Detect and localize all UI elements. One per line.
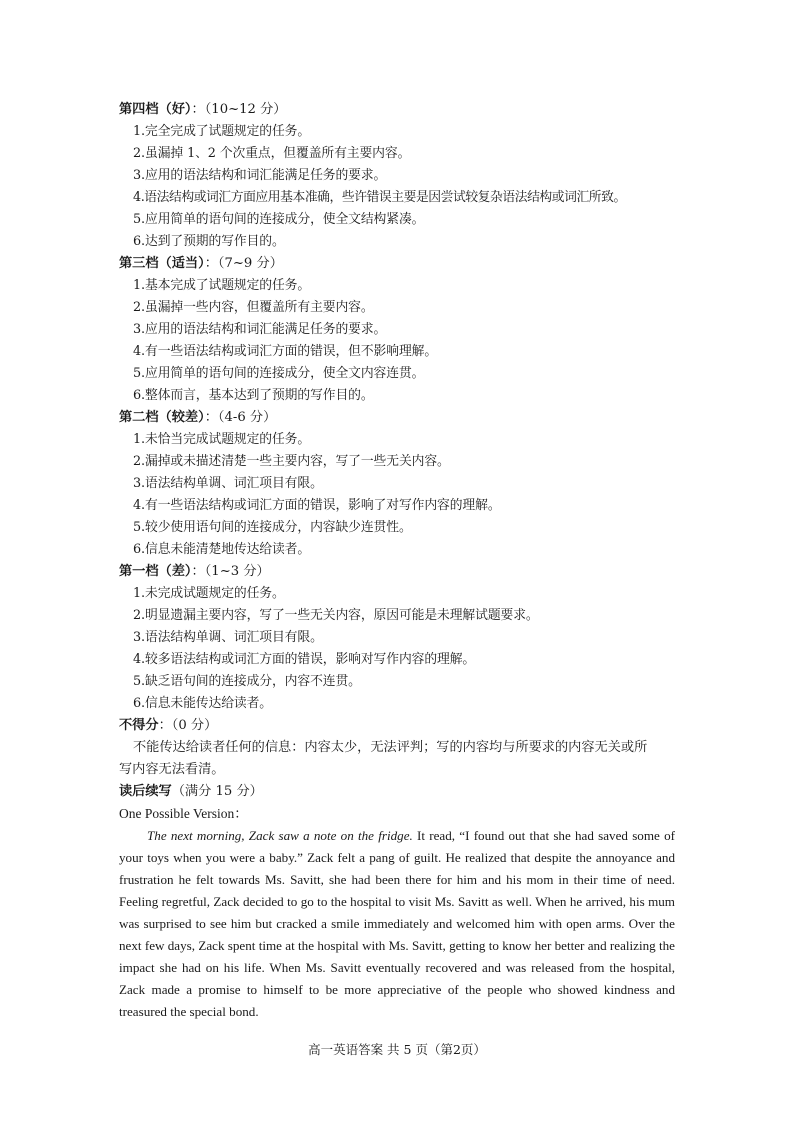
grade-2-heading (119, 407, 679, 429)
criterion-item: 1.完全完成了试题规定的任务。 (133, 124, 311, 139)
criterion-item: 1.未恰当完成试题规定的任务。 (133, 432, 311, 447)
grade-1-heading (119, 561, 679, 583)
criterion-item: 4.语法结构或词汇方面应用基本准确，些许错误主要是因尝试较复杂语法结构或词汇所致。 (133, 190, 626, 205)
criterion-item: 3.应用的语法结构和词汇能满足任务的要求。 (133, 322, 387, 337)
version-label: One Possible Version： (119, 806, 248, 821)
criterion-item: 1.基本完成了试题规定的任务。 (133, 278, 311, 293)
grade-title: 第四档（好） (119, 102, 192, 117)
grade-4-heading (119, 99, 679, 121)
grade-range: ：（4-6 分） (204, 410, 277, 425)
criterion-item: 2.明显遗漏主要内容，写了一些无关内容，原因可能是未理解试题要求。 (133, 608, 539, 623)
continuation-heading (119, 781, 679, 803)
no-score-description (119, 737, 679, 781)
criterion-item: 5.应用简单的语句间的连接成分，使全文结构紧凑。 (133, 212, 425, 227)
no-score-title: 不得分 (119, 718, 159, 733)
grade-range: ：（1~3 分） (191, 564, 270, 579)
grade-title: 第二档（较差） (119, 410, 205, 425)
criterion-item: 3.语法结构单调、词汇项目有限。 (133, 476, 323, 491)
page-content (119, 99, 679, 1023)
no-score-heading (119, 715, 679, 737)
essay-first-sentence: The next morning, Zack saw a note on the fridge. (147, 828, 413, 843)
criterion-item: 4.较多语法结构或词汇方面的错误，影响对写作内容的理解。 (133, 652, 476, 667)
criterion-item: 1.未完成试题规定的任务。 (133, 586, 285, 601)
criterion-item: 2.漏掉或未描述清楚一些主要内容，写了一些无关内容。 (133, 454, 450, 469)
page-footer: 高一英语答案 共 5 页（第2页） (308, 1042, 486, 1057)
criterion-item: 6.信息未能清楚地传达给读者。 (133, 542, 311, 557)
criterion-item: 5.应用简单的语句间的连接成分，使全文内容连贯。 (133, 366, 425, 381)
grade-range: ：（7~9 分） (204, 256, 283, 271)
no-score-line-2: 写内容无法看清。 (119, 762, 225, 777)
no-score-range: ：（0 分） (158, 718, 218, 733)
criterion-item: 2.虽漏掉 1、2 个次重点，但覆盖所有主要内容。 (133, 146, 411, 161)
criterion-item: 4.有一些语法结构或词汇方面的错误，影响了对写作内容的理解。 (133, 498, 501, 513)
criterion-item: 6.整体而言，基本达到了预期的写作目的。 (133, 388, 374, 403)
continuation-subtitle: （满分 15 分） (171, 784, 263, 799)
model-essay (119, 825, 675, 1023)
criterion-item: 4.有一些语法结构或词汇方面的错误，但不影响理解。 (133, 344, 438, 359)
criterion-item: 5.较少使用语句间的连接成分，内容缺少连贯性。 (133, 520, 412, 535)
grade-3-heading (119, 253, 679, 275)
grade-title: 第三档（适当） (119, 256, 205, 271)
criterion-item: 3.应用的语法结构和词汇能满足任务的要求。 (133, 168, 387, 183)
criterion-item: 5.缺乏语句间的连接成分，内容不连贯。 (133, 674, 361, 689)
criterion-item: 2.虽漏掉一些内容，但覆盖所有主要内容。 (133, 300, 374, 315)
grade-title: 第一档（差） (119, 564, 192, 579)
grade-range: ：（10~12 分） (191, 102, 287, 117)
criterion-item: 3.语法结构单调、词汇项目有限。 (133, 630, 323, 645)
no-score-line-1: 不能传达给读者任何的信息：内容太少，无法评判；写的内容均与所要求的内容无关或所 (133, 740, 648, 755)
continuation-title: 读后续写 (119, 784, 172, 799)
criterion-item: 6.信息未能传达给读者。 (133, 696, 272, 711)
essay-body: It read, “I found out that she had saved some of your toys when you were a baby.” Zack felt a pang of guilt. He realized that despite the annoyance and frustration he felt towards Ms. Savitt, she had been there for him and his mom in their time of need. Feeling regretful, Zack decided to go to the hospital to visit Ms. Savitt as well. When he arrived, his mum was surprised to see him but cracked a smile immediately and welcomed him with open arms. Over the next few days, Zack spent time at the hospital with Ms. Savitt, getting to know her better and realizing the impact she had on his life. When Ms. Savitt eventually recovered and was released from the hospital, Zack made a promise to himself to be more appreciative of the people who showed kindness and treasured the special bond. (119, 828, 675, 1019)
criterion-item: 6.达到了预期的写作目的。 (133, 234, 285, 249)
